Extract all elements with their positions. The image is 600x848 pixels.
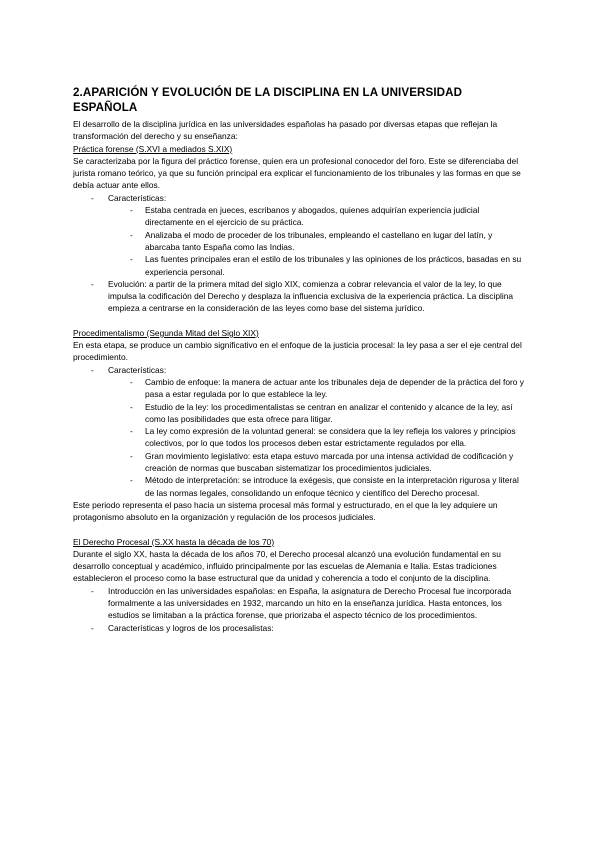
document-page (73, 86, 528, 634)
dash-bullet: - (91, 364, 94, 375)
list-item-text: Las fuentes principales eran el estilo de los tribunales y las opiniones de los prácticos, basadas en su experiencia personal. (145, 254, 522, 277)
dash-bullet: - (130, 205, 133, 216)
list-item-text: Analizaba el modo de proceder de los tribunales, empleando el castellano en lugar del latín, y abarcaba tanto España como las Indias. (145, 229, 493, 252)
intro-paragraph: El desarrollo de la disciplina jurídica en las universidades españolas ha pasado por diversas etapas que reflejan la transformación del derecho y su enseñanza: (73, 119, 498, 142)
page-heading: 2.APARICIÓN Y EVOLUCIÓN DE LA DISCIPLINA EN LA UNIVERSIDAD ESPAÑOLA (73, 86, 463, 114)
list-item (73, 278, 528, 315)
dash-bullet: - (91, 585, 94, 596)
list-item (73, 585, 528, 622)
section-title-procedimentalismo: Procedimentalismo (Segunda Mitad del Siglo XIX) (73, 327, 259, 338)
list-item-label: Características: (108, 364, 167, 375)
spacer (73, 524, 528, 536)
list-item-text: Introducción en las universidades españolas: en España, la asignatura de Derecho Procesal fue incorporada formalmente a las universidades en 1932, marcando un hito en la enseñanza jurídica. Hasta entonces, los estudios se limitaban a la práctica forense, que priorizaba el aspecto técnico de los procedimientos. (108, 585, 512, 621)
list-item-text: Gran movimiento legislativo: esta etapa estuvo marcada por una intensa actividad de codificación y creación de normas que buscaban sistematizar los procedimientos judiciales. (145, 450, 514, 474)
dash-bullet: - (130, 376, 133, 387)
section-paragraph: En esta etapa, se produce un cambio significativo en el enfoque de la justicia procesal: la ley pasa a ser el eje central del procedimiento. (73, 340, 522, 363)
list-item (73, 401, 528, 426)
dash-bullet: - (130, 426, 133, 437)
section-list (73, 192, 528, 315)
list-item-text: Cambio de enfoque: la manera de actuar ante los tribunales deja de depender de la práctica del foro y pasa a estar regulada por lo que establece la ley. (145, 376, 524, 400)
dash-bullet: - (130, 254, 133, 265)
section-list (73, 585, 528, 634)
dash-bullet: - (91, 622, 94, 633)
section-closing-paragraph: Este periodo representa el paso hacia un sistema procesal más formal y estructurado, en el que la ley adquiere un protagonismo absoluto en la organización y regulación de los procesos judiciales. (73, 499, 498, 523)
list-item (73, 474, 528, 499)
dash-bullet: - (130, 401, 133, 412)
section-title-derecho-procesal: El Derecho Procesal (S.XX hasta la década de los 70) (73, 536, 275, 547)
list-item-text: Estudio de la ley: los procedimentalistas se centran en analizar el contenido y alcance de la ley, así como las posibilidades que esta ofrece para litigar. (145, 401, 513, 424)
list-item-text: Evolución: a partir de la primera mitad del siglo XIX, comienza a cobrar relevancia el valor de la ley, lo que impulsa la codificación del Derecho y desplaza la influencia exclusiva de la experiencia práctica. La disciplina empieza a centrarse en la consideración de las leyes como base del sistema jurídico. (108, 278, 514, 314)
list-item (73, 364, 528, 376)
dash-bullet: - (91, 192, 94, 203)
list-item (73, 376, 528, 401)
list-item-text: La ley como expresión de la voluntad general: se considera que la ley refleja los valores y principios colectivos, por lo que todos los procesos deben estar estrictamente regulados por ella. (145, 426, 516, 449)
spacer (73, 315, 528, 327)
dash-bullet: - (130, 475, 133, 486)
section-title-practica-forense: Práctica forense (S.XVI a mediados S.XIX) (73, 143, 233, 154)
section-paragraph: Durante el siglo XX, hasta la década de los años 70, el Derecho procesal alcanzó una evolución fundamental en su desarrollo conceptual y académico, influido principalmente por las escuelas de Alemania e Italia. Estas tradiciones establecieron el proceso como la base estructural que da unidad y coherencia a todo el conjunto de la disciplina. (73, 548, 501, 584)
list-item-text: Estaba centrada en jueces, escribanos y abogados, quienes adquirían experiencia judicial directamente en el ejercicio de su práctica. (145, 205, 480, 228)
list-item (73, 192, 528, 204)
dash-bullet: - (130, 229, 133, 240)
list-item (73, 229, 528, 254)
list-item (73, 450, 528, 475)
list-item-text: Método de interpretación: se introduce la exégesis, que consiste en la interpretación rigurosa y literal de las normas legales, consolidando un enfoque técnico y científico del Derecho procesal. (145, 475, 519, 498)
list-item (73, 622, 528, 634)
list-item (73, 425, 528, 450)
dash-bullet: - (130, 450, 133, 461)
dash-bullet: - (91, 278, 94, 289)
list-item (73, 253, 528, 278)
section-paragraph: Se caracterizaba por la figura del práctico forense, quien era un profesional conocedor del foro. Este se diferenciaba del jurista romano teórico, ya que su función principal era explicar el funcionamiento de los tribunales y las formas en que se debía actuar ante ellos. (73, 155, 521, 191)
list-item-label: Características: (108, 192, 167, 203)
section-list (73, 364, 528, 499)
list-item-text: Características y logros de los procesalistas: (108, 622, 274, 633)
list-item (73, 204, 528, 229)
